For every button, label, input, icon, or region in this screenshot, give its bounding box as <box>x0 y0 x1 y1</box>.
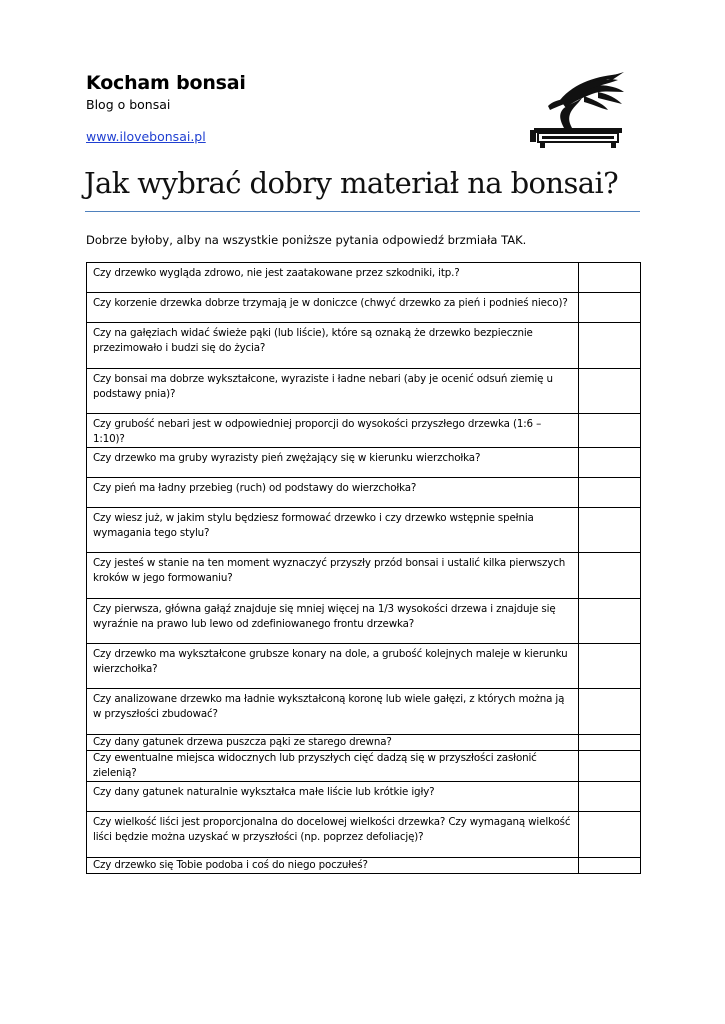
table-row <box>87 751 641 782</box>
table-row <box>87 689 641 735</box>
question-cell: Czy korzenie drzewka dobrze trzymają je w doniczce (chwyć drzewko za pień i podnieś nieco)? <box>87 293 579 323</box>
answer-cell[interactable] <box>579 644 641 689</box>
checklist-table <box>86 262 641 874</box>
question-cell: Czy dany gatunek naturalnie wykształca małe liście lub krótkie igły? <box>87 782 579 812</box>
document-title: Jak wybrać dobry materiał na bonsai? <box>84 166 619 200</box>
table-row <box>87 858 641 874</box>
question-cell: Czy grubość nebari jest w odpowiedniej proporcji do wysokości przyszłego drzewka (1:6 – 1:10)? <box>87 414 579 448</box>
question-cell: Czy bonsai ma dobrze wykształcone, wyraziste i ładne nebari (aby je ocenić odsuń ziemię u podstawy pnia)? <box>87 369 579 414</box>
table-row <box>87 812 641 858</box>
question-cell: Czy jesteś w stanie na ten moment wyznaczyć przyszły przód bonsai i ustalić kilka pierwszych kroków w jego formowaniu? <box>87 553 579 599</box>
answer-cell[interactable] <box>579 812 641 858</box>
answer-cell[interactable] <box>579 858 641 874</box>
answer-cell[interactable] <box>579 735 641 751</box>
table-row <box>87 553 641 599</box>
question-cell: Czy ewentualne miejsca widocznych lub przyszłych cięć dadzą się w przyszłości zasłonić zielenią? <box>87 751 579 782</box>
question-cell: Czy pień ma ładny przebieg (ruch) od podstawy do wierzchołka? <box>87 478 579 508</box>
question-cell: Czy analizowane drzewko ma ładnie wykształconą koronę lub wiele gałęzi, z których można ją w przyszłości zbudować? <box>87 689 579 735</box>
question-cell: Czy na gałęziach widać świeże pąki (lub liście), które są oznaką że drzewko bezpiecznie przezimowało i budzi się do życia? <box>87 323 579 369</box>
answer-cell[interactable] <box>579 478 641 508</box>
table-row <box>87 508 641 553</box>
answer-cell[interactable] <box>579 263 641 293</box>
question-cell: Czy wielkość liści jest proporcjonalna do docelowej wielkości drzewka? Czy wymaganą wielkość liści będzie można uzyskać w przyszłości (np. poprzez defoliację)? <box>87 812 579 858</box>
table-row <box>87 448 641 478</box>
question-cell: Czy drzewko wygląda zdrowo, nie jest zaatakowane przez szkodniki, itp.? <box>87 263 579 293</box>
answer-cell[interactable] <box>579 751 641 782</box>
table-row <box>87 644 641 689</box>
table-row <box>87 735 641 751</box>
brand-url-link[interactable]: www.ilovebonsai.pl <box>86 129 206 144</box>
table-row <box>87 478 641 508</box>
intro-text: Dobrze byłoby, alby na wszystkie poniższe pytania odpowiedź brzmiała TAK. <box>86 233 527 247</box>
question-cell: Czy drzewko ma gruby wyrazisty pień zwężający się w kierunku wierzchołka? <box>87 448 579 478</box>
answer-cell[interactable] <box>579 599 641 644</box>
answer-cell[interactable] <box>579 293 641 323</box>
brand-subtitle: Blog o bonsai <box>86 97 171 112</box>
answer-cell[interactable] <box>579 448 641 478</box>
question-cell: Czy pierwsza, główna gałąź znajduje się mniej więcej na 1/3 wysokości drzewa i znajduje się wyraźnie na prawo lub lewo od zdefiniowanego frontu drzewka? <box>87 599 579 644</box>
table-row <box>87 414 641 448</box>
table-row <box>87 599 641 644</box>
table-row <box>87 323 641 369</box>
question-cell: Czy dany gatunek drzewa puszcza pąki ze starego drewna? <box>87 735 579 751</box>
answer-cell[interactable] <box>579 414 641 448</box>
answer-cell[interactable] <box>579 782 641 812</box>
answer-cell[interactable] <box>579 369 641 414</box>
answer-cell[interactable] <box>579 508 641 553</box>
brand-title: Kocham bonsai <box>86 72 246 94</box>
bonsai-tree-icon <box>520 70 636 152</box>
question-cell: Czy wiesz już, w jakim stylu będziesz formować drzewko i czy drzewko wstępnie spełnia wymagania tego stylu? <box>87 508 579 553</box>
table-row <box>87 782 641 812</box>
answer-cell[interactable] <box>579 689 641 735</box>
title-divider <box>85 211 640 212</box>
answer-cell[interactable] <box>579 323 641 369</box>
table-row <box>87 369 641 414</box>
question-cell: Czy drzewko ma wykształcone grubsze konary na dole, a grubość kolejnych maleje w kierunku wierzchołka? <box>87 644 579 689</box>
question-cell: Czy drzewko się Tobie podoba i coś do niego poczułeś? <box>87 858 579 874</box>
table-row <box>87 293 641 323</box>
answer-cell[interactable] <box>579 553 641 599</box>
table-row <box>87 263 641 293</box>
